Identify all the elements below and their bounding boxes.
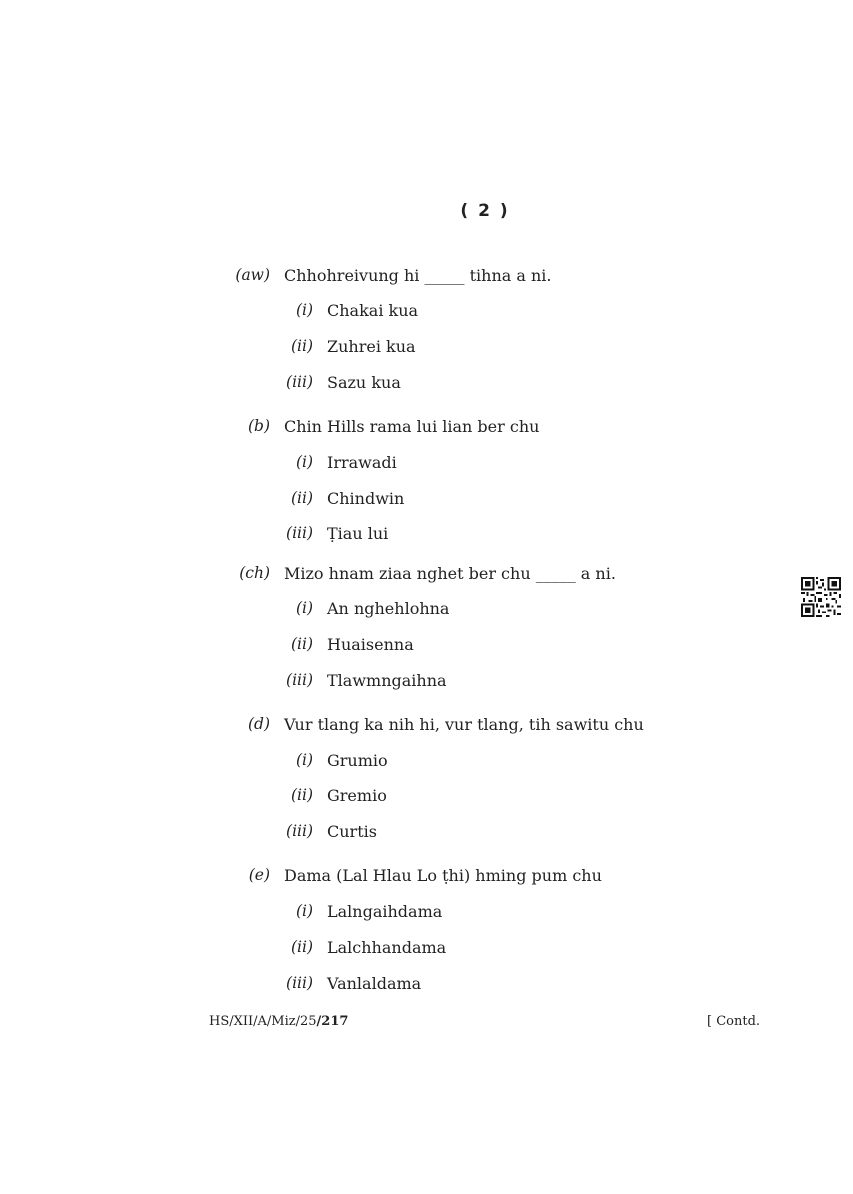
option-item xyxy=(0,974,853,998)
option-label: (i) xyxy=(295,751,313,769)
question-e xyxy=(0,866,853,890)
continued-label: [ Contd. xyxy=(707,1014,761,1029)
option-item xyxy=(0,786,853,810)
question-aw xyxy=(0,266,853,290)
option-text: Curtis xyxy=(327,822,377,841)
option-item xyxy=(0,751,853,775)
option-text: Ṭiau lui xyxy=(327,524,389,543)
option-text: An nghehlohna xyxy=(327,599,450,618)
option-text: Vanlaldama xyxy=(327,974,422,993)
paper-code-suffix: /217 xyxy=(316,1014,349,1029)
option-label: (i) xyxy=(295,902,313,920)
option-text: Chindwin xyxy=(327,489,405,508)
option-text: Irrawadi xyxy=(327,453,397,472)
option-label: (i) xyxy=(295,599,313,617)
paper-code xyxy=(209,1014,348,1029)
option-item xyxy=(0,938,853,962)
option-item xyxy=(0,671,853,695)
option-label: (iii) xyxy=(286,524,313,542)
option-label: (ii) xyxy=(290,337,313,355)
option-text: Lalchhandama xyxy=(327,938,447,957)
option-label: (iii) xyxy=(286,822,313,840)
option-label: (ii) xyxy=(290,786,313,804)
option-item xyxy=(0,524,853,548)
option-item xyxy=(0,301,853,325)
qr-code-icon xyxy=(801,577,841,617)
question-label: (ch) xyxy=(239,564,270,582)
question-label: (e) xyxy=(248,866,270,884)
question-text: Vur tlang ka nih hi, vur tlang, tih sawitu chu xyxy=(284,715,644,734)
option-item xyxy=(0,599,853,623)
paper-code-prefix: HS/XII/A/Miz/25 xyxy=(209,1014,317,1029)
option-text: Grumio xyxy=(327,751,388,770)
option-item xyxy=(0,489,853,513)
option-item xyxy=(0,902,853,926)
option-item xyxy=(0,373,853,397)
question-text: Dama (Lal Hlau Lo ṭhi) hming pum chu xyxy=(284,866,602,885)
option-label: (iii) xyxy=(286,373,313,391)
option-item xyxy=(0,822,853,846)
option-text: Zuhrei kua xyxy=(327,337,416,356)
option-label: (ii) xyxy=(290,635,313,653)
option-item xyxy=(0,635,853,659)
option-item xyxy=(0,453,853,477)
question-label: (aw) xyxy=(235,266,270,284)
option-text: Lalngaihdama xyxy=(327,902,443,921)
option-label: (iii) xyxy=(286,671,313,689)
option-text: Huaisenna xyxy=(327,635,414,654)
page-number: ( 2 ) xyxy=(460,201,510,221)
option-text: Sazu kua xyxy=(327,373,401,392)
question-label: (d) xyxy=(247,715,270,733)
question-text: Chin Hills rama lui lian ber chu xyxy=(284,417,540,436)
option-text: Gremio xyxy=(327,786,387,805)
question-text: Mizo hnam ziaa nghet ber chu _____ a ni. xyxy=(284,564,616,583)
question-ch xyxy=(0,564,853,588)
option-label: (i) xyxy=(295,453,313,471)
option-label: (i) xyxy=(295,301,313,319)
question-b xyxy=(0,417,853,441)
option-item xyxy=(0,337,853,361)
option-text: Tlawmngaihna xyxy=(327,671,447,690)
option-label: (ii) xyxy=(290,938,313,956)
option-label: (iii) xyxy=(286,974,313,992)
question-d xyxy=(0,715,853,739)
option-label: (ii) xyxy=(290,489,313,507)
question-label: (b) xyxy=(247,417,270,435)
option-text: Chakai kua xyxy=(327,301,419,320)
question-text: Chhohreivung hi _____ tihna a ni. xyxy=(284,266,552,285)
